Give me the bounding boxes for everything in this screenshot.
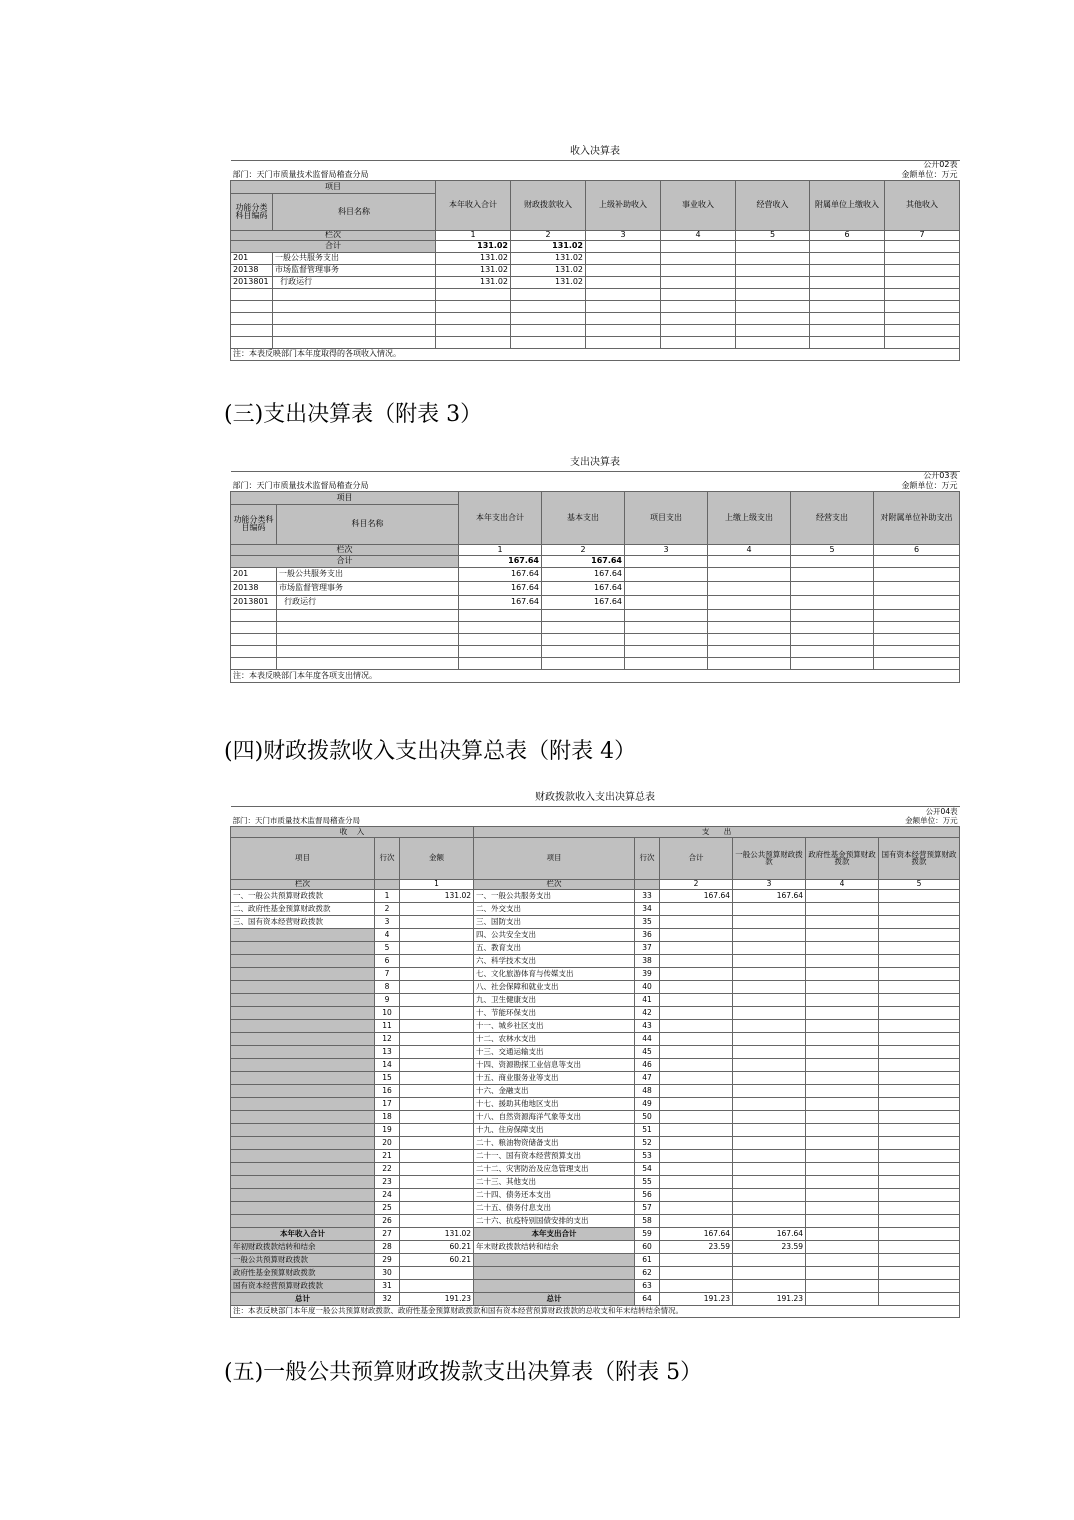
table-row: 10 十、节能环保支出 42: [231, 1006, 960, 1019]
table-row: 7 七、文化旅游体育与传媒支出 39: [231, 967, 960, 980]
table-title: 支出决算表: [231, 455, 960, 471]
col-num: 5: [736, 230, 810, 240]
table-row: 23 二十三、其他支出 55: [231, 1175, 960, 1188]
col-header: 对附属单位补助支出: [874, 491, 960, 544]
table-row: 11 十一、城乡社区支出 43: [231, 1019, 960, 1032]
table-row: 21 二十一、国有资本经营预算支出 53: [231, 1149, 960, 1162]
col-num: 2: [511, 230, 586, 240]
table-note: 注：本表反映部门本年度一般公共预算财政拨款、政府性基金预算财政拨款和国有资本经营预算财政拨款的总收支和年末结转结余情况。: [231, 1305, 960, 1317]
col-num: 6: [874, 544, 960, 555]
total-label: 合计: [231, 555, 459, 567]
expense-table: [230, 455, 960, 683]
col-header: 经营支出: [791, 491, 874, 544]
header-item: 项目: [474, 837, 635, 879]
table-row: 二、政府性基金预算财政拨款 2 二、外交支出 34: [231, 902, 960, 915]
col-num: 6: [810, 230, 885, 240]
col-header: 附属单位上缴收入: [810, 180, 885, 230]
table-row: 9 九、卫生健康支出 41: [231, 993, 960, 1006]
header-general-budget: 一般公共预算财政拨款: [733, 837, 806, 879]
total-value: 167.64: [542, 555, 625, 567]
col-num: 1: [436, 230, 511, 240]
table-title: 收入决算表: [231, 144, 960, 160]
table-row: 201 一般公共服务支出 131.02 131.02: [231, 252, 960, 264]
unit-label: 金额单位：万元: [905, 816, 958, 825]
total-value: 131.02: [511, 240, 586, 252]
col-header: 财政拨款收入: [511, 180, 586, 230]
table-row: 三、国有资本经营财政拨款 3 三、国防支出 35: [231, 915, 960, 928]
table-row: 14 十四、资源勘探工业信息等支出 46: [231, 1058, 960, 1071]
col-num: 3: [586, 230, 661, 240]
table-row: 总计 32 191.23 总计 64 191.23 191.23: [231, 1292, 960, 1305]
table-row: 12 十二、农林水支出 44: [231, 1032, 960, 1045]
header-item: 项目: [231, 491, 459, 504]
fiscal-summary-table: [230, 790, 960, 1318]
table-row: 20138 市场监督管理事务 131.02 131.02: [231, 264, 960, 276]
col-header: 基本支出: [542, 491, 625, 544]
header-item: 项目: [231, 180, 436, 193]
section-heading-5: (五)一般公共预算财政拨款支出决算表（附表 5）: [224, 1360, 703, 1385]
col-num: 1: [459, 544, 542, 555]
table-row: 17 十七、援助其他地区支出 49: [231, 1097, 960, 1110]
table-row: 22 二十二、灾害防治及应急管理支出 54: [231, 1162, 960, 1175]
table-row: 15 十五、商业服务业等支出 47: [231, 1071, 960, 1084]
table-row: 本年收入合计 27 131.02 本年支出合计 59 167.64 167.64: [231, 1227, 960, 1240]
col-header: 项目支出: [625, 491, 708, 544]
header-fund-budget: 政府性基金预算财政拨款: [806, 837, 879, 879]
dept-label: 部门：天门市质量技术监督局稽查分局: [232, 170, 369, 179]
header-amount: 金额: [400, 837, 474, 879]
col-num: 5: [791, 544, 874, 555]
lanci-label: 栏次: [231, 879, 375, 889]
col-header: 本年支出合计: [459, 491, 542, 544]
table-row: 2013801 行政运行 131.02 131.02: [231, 276, 960, 288]
table-row: 26 二十六、抗疫特别国债安排的支出 58: [231, 1214, 960, 1227]
col-header: 事业收入: [661, 180, 736, 230]
table-note: 注：本表反映部门本年度取得的各项收入情况。: [231, 348, 960, 360]
table-code: 公开04表: [925, 806, 958, 816]
section-heading-3: (三)支出决算表（附表 3）: [224, 402, 483, 427]
table-row: 19 十九、住房保障支出 51: [231, 1123, 960, 1136]
table-row: 25 二十五、债务付息支出 57: [231, 1201, 960, 1214]
table-row: 一、一般公共预算财政拨款 1 131.02 一、一般公共服务支出 33 167.64 167.64: [231, 889, 960, 902]
header-name: 科目名称: [277, 504, 459, 544]
col-num: 3: [733, 879, 806, 889]
table-row: 20 二十、粮油物资储备支出 52: [231, 1136, 960, 1149]
table-row: 201 一般公共服务支出 167.64 167.64: [231, 567, 960, 581]
table-row: 政府性基金预算财政拨款 30 62: [231, 1266, 960, 1279]
table-row: 16 十六、金融支出 48: [231, 1084, 960, 1097]
header-capital-budget: 国有资本经营预算财政拨款: [879, 837, 960, 879]
col-num: 4: [806, 879, 879, 889]
col-num: 2: [660, 879, 733, 889]
section-heading-4: (四)财政拨款收入支出决算总表（附表 4）: [224, 739, 637, 764]
col-header: 其他收入: [885, 180, 960, 230]
table-title: 财政拨款收入支出决算总表: [231, 790, 960, 806]
table-row: 2013801 行政运行 167.64 167.64: [231, 595, 960, 609]
header-line: 行次: [375, 837, 400, 879]
table-row: 20138 市场监督管理事务 167.64 167.64: [231, 581, 960, 595]
col-header: 上级补助收入: [586, 180, 661, 230]
table-row: 24 二十四、债务还本支出 56: [231, 1188, 960, 1201]
unit-label: 金额单位：万元: [901, 170, 958, 179]
col-num: 7: [885, 230, 960, 240]
unit-label: 金额单位：万元: [901, 481, 958, 490]
expense-header: 支 出: [474, 826, 960, 837]
lanci-label: 栏次: [231, 230, 436, 240]
lanci-label: 栏次: [231, 544, 459, 555]
table-row: 5 五、教育支出 37: [231, 941, 960, 954]
header-total: 合计: [660, 837, 733, 879]
total-label: 合计: [231, 240, 436, 252]
header-name: 科目名称: [273, 193, 436, 230]
col-header: 上缴上级支出: [708, 491, 791, 544]
col-header: 本年收入合计: [436, 180, 511, 230]
table-row: 年初财政拨款结转和结余 28 60.21 年末财政拨款结转和结余 60 23.59 23.59: [231, 1240, 960, 1253]
total-value: 131.02: [436, 240, 511, 252]
header-item: 项目: [231, 837, 375, 879]
table-code: 公开03表: [923, 471, 958, 481]
table-row: 一般公共预算财政拨款 29 60.21 61: [231, 1253, 960, 1266]
table-row: 4 四、公共安全支出 36: [231, 928, 960, 941]
col-header: 经营收入: [736, 180, 810, 230]
table-row: 8 八、社会保障和就业支出 40: [231, 980, 960, 993]
total-value: 167.64: [459, 555, 542, 567]
dept-label: 部门：天门市质量技术监督局稽查分局: [232, 816, 360, 825]
col-num: 4: [708, 544, 791, 555]
table-row: 6 六、科学技术支出 38: [231, 954, 960, 967]
header-line: 行次: [635, 837, 660, 879]
income-header: 收 入: [231, 826, 474, 837]
table-row: 国有资本经营预算财政拨款 31 63: [231, 1279, 960, 1292]
col-num: 5: [879, 879, 960, 889]
income-table: [230, 144, 960, 361]
dept-label: 部门：天门市质量技术监督局稽查分局: [232, 481, 369, 490]
col-num: 1: [400, 879, 474, 889]
header-code: 功能分类科目编码: [231, 193, 273, 230]
table-note: 注：本表反映部门本年度各项支出情况。: [231, 669, 960, 682]
table-row: 13 十三、交通运输支出 45: [231, 1045, 960, 1058]
header-code: 功能分类科目编码: [231, 504, 277, 544]
col-num: 2: [542, 544, 625, 555]
table-row: 18 十八、自然资源海洋气象等支出 50: [231, 1110, 960, 1123]
table-code: 公开02表: [923, 160, 958, 170]
col-num: 4: [661, 230, 736, 240]
lanci-label: 栏次: [474, 879, 635, 889]
col-num: 3: [625, 544, 708, 555]
